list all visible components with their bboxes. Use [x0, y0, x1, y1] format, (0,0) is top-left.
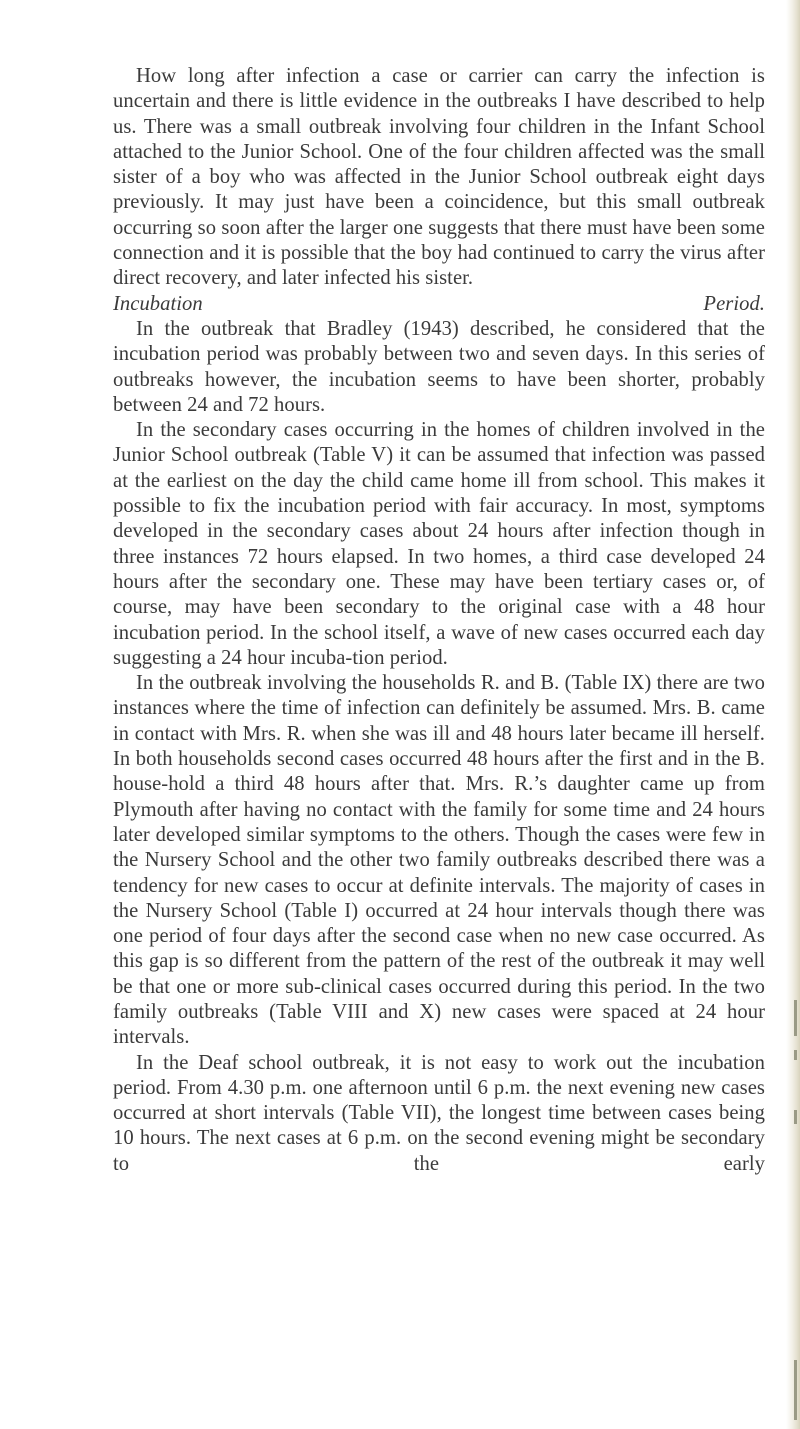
page-edge-mark	[794, 1050, 797, 1060]
body-paragraph-deaf-school: In the Deaf school outbreak, it is not easy to work out the incubation period. From 4.30 p.m. one afternoon until 6 p.m. the next evening new cases occurred at short intervals (Table VII), the longest time between cases being 10 hours. The next cases at 6 p.m. on the second evening might be secondary to the early	[113, 1051, 765, 1175]
body-paragraph-junior-school: In the secondary cases occurring in the homes of children involved in the Junior School outbreak (Table V) it can be assumed that infection was passed at the earliest on the day the child came home ill from school. This makes it possible to fix the incubation period with fair accuracy. In most, symptoms developed in the secondary cases about 24 hours after infection though in three instances 72 hours elapsed. In two homes, a third case developed 24 hours after the secondary one. These may have been tertiary cases or, of course, may have been secondary to the original case with a 48 hour incubation period. In the school itself, a wave of new cases occurred each day suggesting a 24 hour incuba-tion period.	[113, 419, 765, 669]
intro-paragraph: How long after infection a case or carrier can carry the infection is uncertain and there is little evidence in the outbreaks I have described to help us. There was a small outbreak involving four children in the Infant School attached to the Junior School. One of the four children affected was the small sister of a boy who was affected in the Junior School outbreak eight days previously. It may just have been a coincidence, but this small outbreak occurring so soon after the larger one suggests that there must have been some connection and it is possible that the boy had continued to carry the virus after direct recovery, and later infected his sister.	[113, 65, 765, 290]
page-edge-mark	[794, 1000, 797, 1036]
page-edge-mark	[794, 1110, 797, 1124]
page-edge-shadow	[786, 0, 800, 1429]
page-edge-mark	[794, 1360, 797, 1420]
body-paragraph-bradley: In the outbreak that Bradley (1943) described, he considered that the incubation period was probably between two and seven days. In this series of outbreaks however, the incubation seems to have been shorter, probably between 24 and 72 hours.	[113, 317, 765, 416]
section-heading: Incubation Period.	[113, 292, 765, 315]
document-page	[113, 64, 765, 1177]
body-paragraph-households: In the outbreak involving the households R. and B. (Table IX) there are two instances where the time of infection can definitely be assumed. Mrs. B. came in contact with Mrs. R. when she was ill and 48 hours later became ill herself. In both households second cases occurred 48 hours after the first and in the B. house-hold a third 48 hours after that. Mrs. R.’s daughter came up from Plymouth after having no contact with the family for some time and 24 hours later developed similar symptoms to the others. Though the cases were few in the Nursery School and the other two family outbreaks described there was a tendency for new cases to occur at definite intervals. The majority of cases in the Nursery School (Table I) occurred at 24 hour intervals though there was one period of four days after the second case when no new case occurred. As this gap is so different from the pattern of the rest of the outbreak it may well be that one or more sub-clinical cases occurred during this period. In the two family outbreaks (Table VIII and X) new cases were spaced at 24 hour intervals.	[113, 672, 765, 1049]
